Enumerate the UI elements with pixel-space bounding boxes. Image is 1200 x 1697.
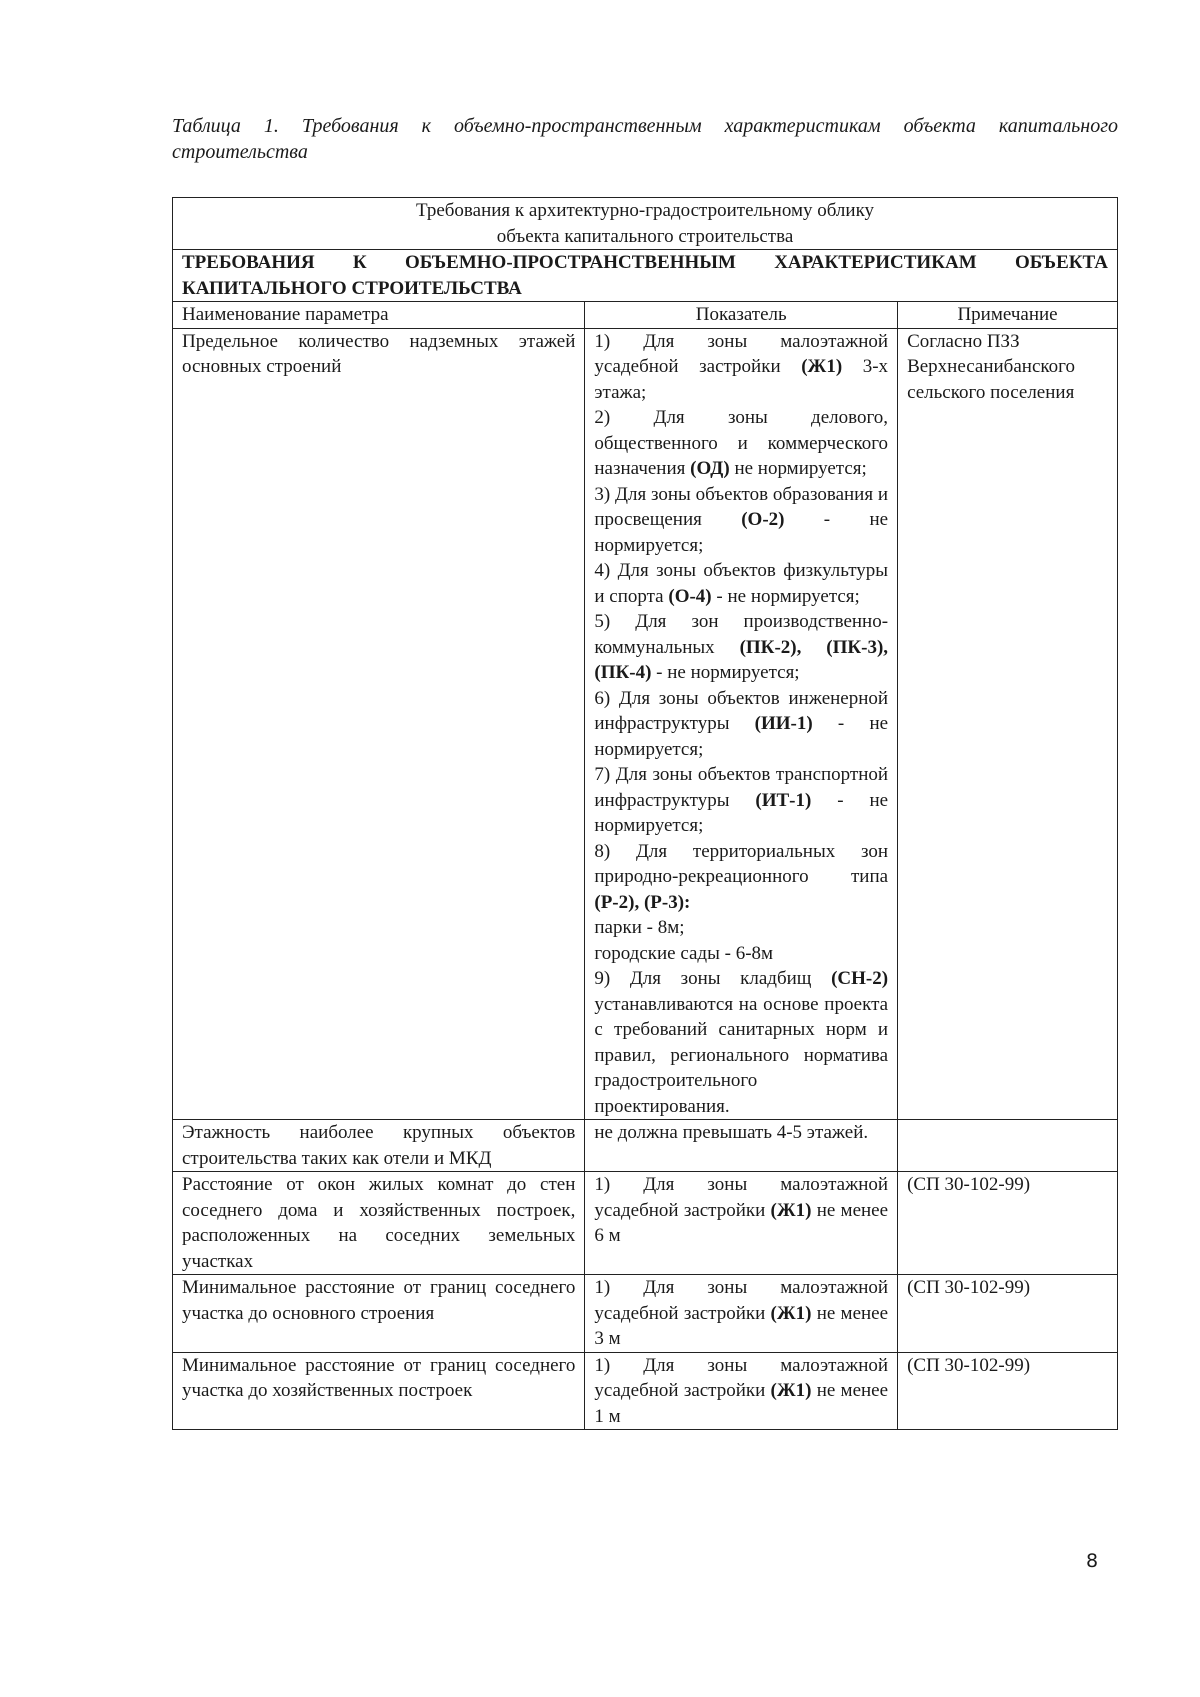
value-text: 1) Для зоны малоэтажной усадебной застройки bbox=[594, 1277, 889, 1324]
column-header-row bbox=[173, 302, 1118, 329]
zone-item-text: 4) Для зоны объектов физкультуры и спорта bbox=[594, 560, 889, 607]
zone-code: (ОД) bbox=[690, 458, 730, 479]
value-text: 1) Для зоны малоэтажной усадебной застройки bbox=[594, 1174, 889, 1221]
zone-item-text: - не нормируется; bbox=[594, 789, 889, 836]
parameter-value bbox=[585, 1275, 898, 1353]
zone-code: (Ж1) bbox=[770, 1380, 812, 1401]
zone-item-text: не нормируется; bbox=[729, 458, 867, 479]
parameter-note: (СП 30-102-99) bbox=[898, 1352, 1118, 1430]
parameter-note: (СП 30-102-99) bbox=[898, 1275, 1118, 1353]
page-number: 8 bbox=[1086, 1550, 1099, 1572]
parameter-value bbox=[585, 1352, 898, 1430]
parameter-name: Предельное количество надземных этажей основных строений bbox=[173, 328, 585, 1120]
column-header: Наименование параметра bbox=[173, 302, 585, 329]
zone-item-text: - не нормируется; bbox=[594, 713, 889, 760]
table-header-row bbox=[173, 198, 1118, 250]
table-header-line: объекта капитального строительства bbox=[496, 225, 794, 247]
parameter-note bbox=[898, 1120, 1118, 1172]
zone-item-text: 3-х этажа; bbox=[594, 356, 889, 403]
table-row bbox=[173, 1352, 1118, 1430]
table-row bbox=[173, 328, 1118, 1120]
parameter-value bbox=[585, 328, 898, 1120]
zone-code: (ИИ-1) bbox=[754, 713, 813, 734]
zone-code: (СН-2) bbox=[831, 968, 889, 989]
column-header: Примечание bbox=[898, 302, 1118, 329]
parameter-name: Расстояние от окон жилых комнат до стен соседнего дома и хозяйственных построек, расположенных на соседних земельных участках bbox=[173, 1172, 585, 1275]
zone-item bbox=[594, 915, 888, 941]
value-text: 1) Для зоны малоэтажной усадебной застройки bbox=[594, 1354, 889, 1401]
zone-item bbox=[594, 558, 888, 609]
zone-item-text: 9) Для зоны кладбищ bbox=[594, 968, 832, 989]
parameter-note: (СП 30-102-99) bbox=[898, 1172, 1118, 1275]
column-header: Показатель bbox=[585, 302, 898, 329]
zone-item bbox=[594, 329, 888, 406]
zone-item-text: устанавливаются на основе проекта с требований санитарных норм и правил, регионального норматива градостроительного проектирования. bbox=[594, 993, 889, 1117]
requirements-table bbox=[172, 197, 1118, 1430]
zone-item-text: 7) Для зоны объектов транспортной инфраструктуры bbox=[594, 764, 889, 811]
table-header-line: Требования к архитектурно-градостроительному облику bbox=[415, 200, 875, 221]
zone-code: (Ж1) bbox=[770, 1199, 812, 1221]
table-row bbox=[173, 1120, 1118, 1172]
zone-item bbox=[594, 609, 888, 686]
parameter-name: Минимальное расстояние от границ соседнего участка до хозяйственных построек bbox=[173, 1352, 585, 1430]
zone-code: (Р-2), (Р-3): bbox=[594, 891, 691, 913]
zone-item-text: 5) Для зон производственно-коммунальных bbox=[594, 611, 889, 658]
table-header-cell bbox=[173, 198, 1118, 250]
section-title-row bbox=[173, 250, 1118, 302]
parameter-value bbox=[585, 1172, 898, 1275]
zone-item bbox=[594, 762, 888, 839]
parameter-note: Согласно ПЗЗ Верхнесанибанского сельского поселения bbox=[898, 328, 1118, 1120]
value-text: не менее 6 м bbox=[594, 1199, 889, 1246]
zone-item-text: - не нормируется; bbox=[651, 662, 800, 683]
zone-code: (ИТ-1) bbox=[755, 789, 812, 811]
zone-code: (Ж1) bbox=[801, 356, 843, 377]
zone-code: (О-2) bbox=[741, 509, 785, 530]
zone-item-text: 2) Для зоны делового, общественного и коммерческого назначения bbox=[594, 407, 889, 479]
zone-item-text: городские сады - 6-8м bbox=[594, 942, 774, 964]
zone-item-text: 3) Для зоны объектов образования и просвещения bbox=[594, 483, 889, 530]
parameter-name: Минимальное расстояние от границ соседнего участка до основного строения bbox=[173, 1275, 585, 1353]
zone-item bbox=[594, 839, 888, 916]
zone-item bbox=[594, 482, 888, 559]
zone-item bbox=[594, 405, 888, 482]
value-text: не менее 3 м bbox=[594, 1302, 889, 1349]
zone-item-text: - не нормируется; bbox=[594, 509, 889, 556]
table-row bbox=[173, 1275, 1118, 1353]
parameter-value: не должна превышать 4-5 этажей. bbox=[585, 1120, 898, 1172]
zone-item-text: парки - 8м; bbox=[594, 917, 685, 938]
zone-item-text: 8) Для территориальных зон природно-рекреационного типа bbox=[594, 840, 889, 887]
zone-item-text: - не нормируется; bbox=[711, 585, 860, 607]
zone-item bbox=[594, 686, 888, 763]
zone-item bbox=[594, 941, 888, 967]
zone-item-text: 6) Для зоны объектов инженерной инфраструктуры bbox=[594, 687, 889, 734]
zone-item-text: 1) Для зоны малоэтажной усадебной застройки bbox=[594, 330, 889, 377]
table-row bbox=[173, 1172, 1118, 1275]
section-title: ТРЕБОВАНИЯ К ОБЪЕМНО-ПРОСТРАНСТВЕННЫМ ХАРАКТЕРИСТИКАМ ОБЪЕКТА КАПИТАЛЬНОГО СТРОИТЕЛЬСТВА bbox=[173, 250, 1118, 302]
parameter-name: Этажность наиболее крупных объектов строительства таких как отели и МКД bbox=[173, 1120, 585, 1172]
zone-code: (О-4) bbox=[668, 585, 712, 607]
zone-list bbox=[594, 329, 888, 1120]
value-text: не менее 1 м bbox=[594, 1380, 889, 1427]
zone-item bbox=[594, 966, 888, 1119]
zone-code: (ПК-2), (ПК-3), (ПК-4) bbox=[594, 636, 889, 683]
zone-code: (Ж1) bbox=[770, 1302, 812, 1324]
table-caption: Таблица 1. Требования к объемно-пространственным характеристикам объекта капитального строительства bbox=[172, 115, 1118, 163]
